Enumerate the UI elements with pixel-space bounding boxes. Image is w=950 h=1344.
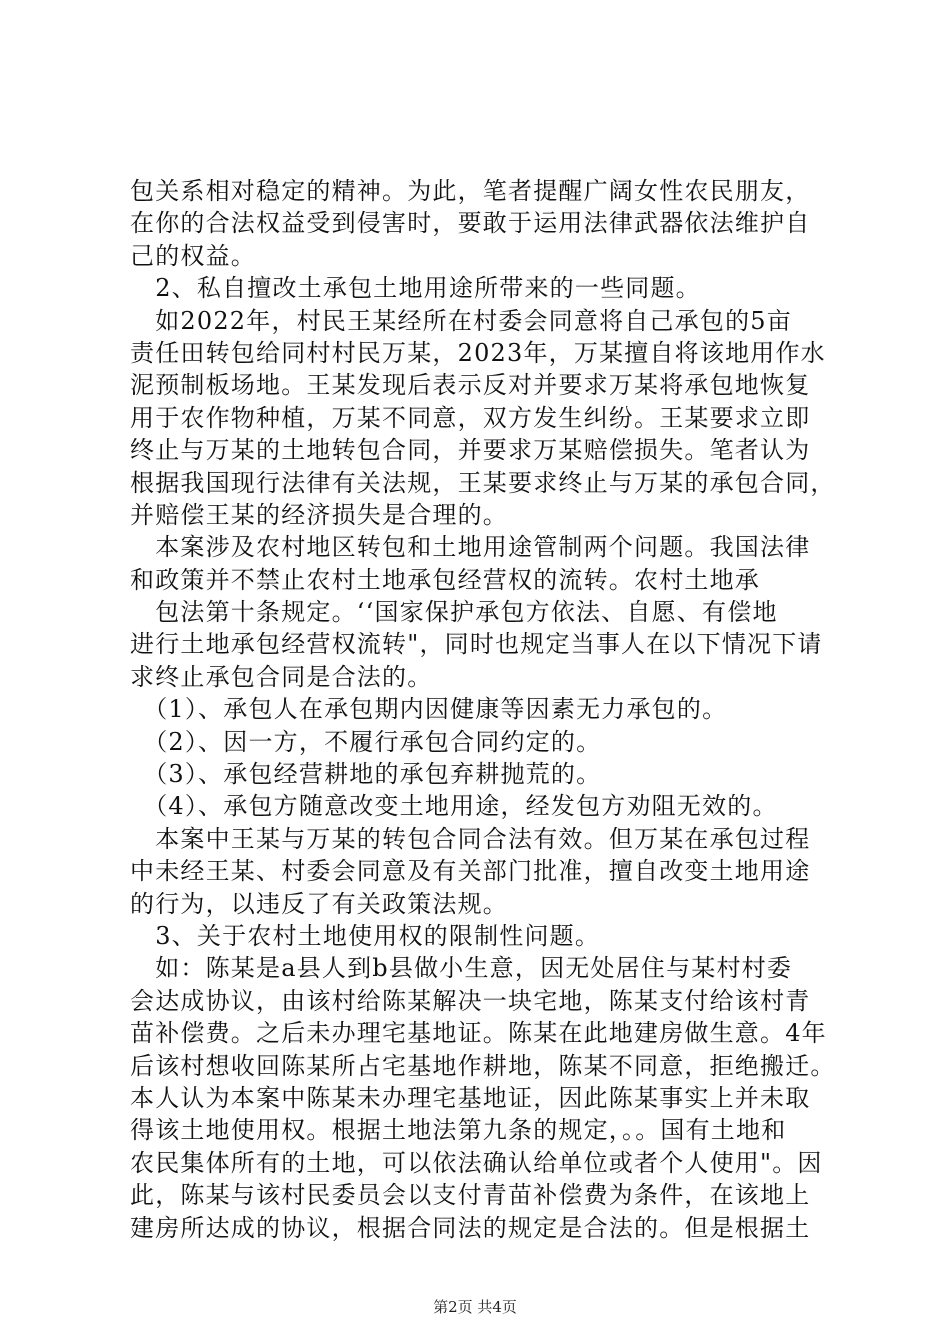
text-line: 会达成协议，由该村给陈某解决一块宅地，陈某支付给该村青 (130, 986, 811, 1015)
text-line: 己的权益。 (130, 241, 256, 270)
text-line: 求终止承包合同是合法的。 (130, 662, 433, 691)
text-line: 本人认为本案中陈某未办理宅基地证，因此陈某事实上并未取 (130, 1083, 811, 1112)
text-line: 并赔偿王某的经济损失是合理的。 (130, 500, 508, 529)
page-number-footer: 第2页 共4页 (433, 1298, 517, 1316)
list-item: （4）、承包方随意改变土地用途，经发包方劝阻无效的。 (130, 792, 778, 821)
text-line: 泥预制板场地。王某发现后表示反对并要求万某将承包地恢复 (130, 371, 811, 400)
list-item: （3）、承包经营耕地的承包弃耕抛荒的。 (130, 760, 602, 789)
text-line: 终止与万某的土地转包合同，并要求万某赔偿损失。笔者认为 (130, 436, 811, 465)
list-item: （2）、因一方，不履行承包合同约定的。 (130, 727, 602, 756)
text-line: 的行为，以违反了有关政策法规。 (130, 889, 508, 918)
text-line: 建房所达成的协议，根据合同法的规定是合法的。但是根据土 (130, 1213, 811, 1242)
text-line: 中未经王某、村委会同意及有关部门批准，擅自改变土地用途 (130, 857, 811, 886)
text-line: 和政策并不禁止农村土地承包经营权的流转。农村土地承 (130, 565, 760, 594)
text-line: 如2022年，村民王某经所在村委会同意将自己承包的5亩 (130, 306, 792, 335)
text-line: 农民集体所有的土地，可以依法确认给单位或者个人使用"。因 (130, 1148, 823, 1177)
text-line: 在你的合法权益受到侵害时，要敢于运用法律武器依法维护自 (130, 209, 811, 238)
text-line: 如：陈某是a县人到b县做小生意，因无处居住与某村村委 (130, 954, 793, 983)
text-line: 本案中王某与万某的转包合同合法有效。但万某在承包过程 (130, 824, 811, 853)
text-line: 得该土地使用权。根据土地法第九条的规定，。。国有土地和 (130, 1116, 787, 1145)
text-line: 此，陈某与该村民委员会以支付青苗补偿费为条件，在该地上 (130, 1181, 811, 1210)
text-line: 包法第十条规定。‘‘国家保护承包方依法、自愿、有偿地 (130, 598, 778, 627)
text-line: 苗补偿费。之后未办理宅基地证。陈某在此地建房做生意。4年 (130, 1019, 827, 1048)
section-heading: 2、私自擅改土承包土地用途所带来的一些同题。 (130, 274, 701, 303)
text-line: 后该村想收回陈某所占宅基地作耕地，陈某不同意，拒绝搬迁。 (130, 1051, 836, 1080)
section-heading: 3、关于农村土地使用权的限制性问题。 (130, 921, 601, 950)
document-body (130, 175, 850, 1244)
text-line: 本案涉及农村地区转包和土地用途管制两个问题。我国法律 (130, 533, 811, 562)
text-line: 用于农作物种植，万某不同意，双方发生纠纷。王某要求立即 (130, 403, 811, 432)
text-line: 责任田转包给同村村民万某，2023年，万某擅自将该地用作水 (130, 338, 826, 367)
text-line: 进行土地承包经营权流转"，同时也规定当事人在以下情况下请 (130, 630, 823, 659)
text-line: 根据我国现行法律有关法规，王某要求终止与万某的承包合同， (130, 468, 836, 497)
list-item: （1）、承包人在承包期内因健康等因素无力承包的。 (130, 695, 728, 724)
text-line: 包关系相对稳定的精神。为此，笔者提醒广阔女性农民朋友， (130, 177, 811, 205)
